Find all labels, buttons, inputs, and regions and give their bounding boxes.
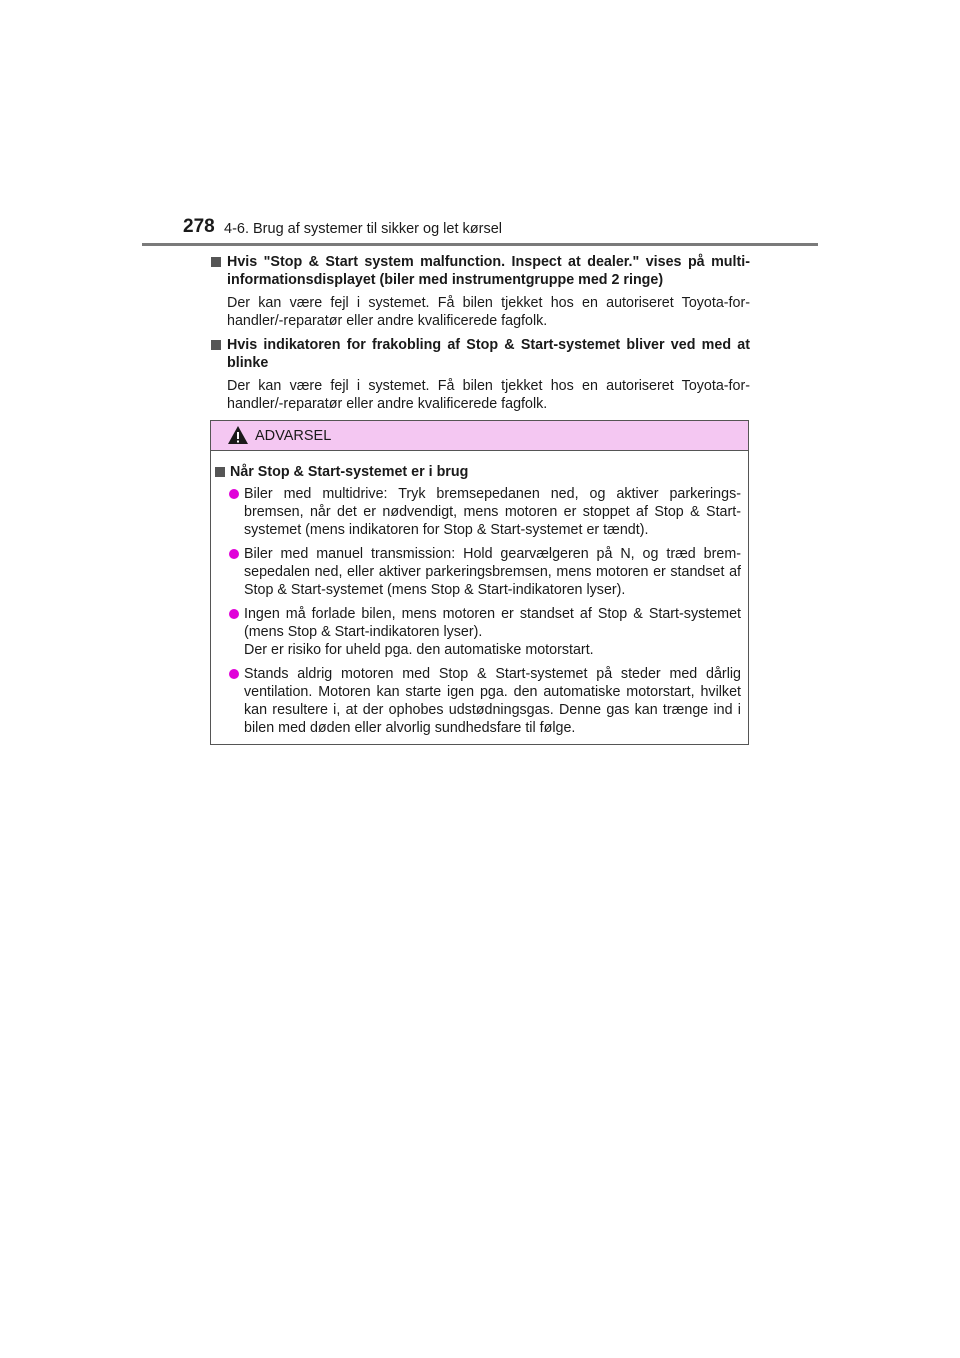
section-heading: Hvis indikatoren for frakobling af Stop & Start-systemet bliver ved med at blinke <box>227 337 750 371</box>
section-heading: Hvis "Stop & Start system malfunction. Inspect at dealer." vises på multi-informationsdisplayet (biler med instrumentgruppe med 2 ringe) <box>227 254 750 288</box>
warning-triangle-icon <box>227 425 249 445</box>
warning-bullet-list <box>215 485 741 737</box>
header-divider <box>142 243 818 246</box>
warning-box <box>210 420 749 745</box>
warning-bullet-item <box>215 605 741 659</box>
warning-heading: Når Stop & Start-systemet er i brug <box>230 464 469 480</box>
page-number: 278 <box>183 216 215 237</box>
chapter-title: 4-6. Brug af systemer til sikker og let kørsel <box>224 221 502 237</box>
main-content <box>210 253 750 419</box>
bullet-text: Biler med multidrive: Tryk bremsepedanen ned, og aktiver parkerings-bremsen, når det er nødvendigt, mens motoren er stoppet af Stop & Start-systemet (mens indikatoren for Stop & Start-systemet er tændt). <box>244 486 741 538</box>
square-bullet-icon <box>215 467 225 477</box>
bullet-dot-icon <box>229 609 239 619</box>
section-body: Der kan være fejl i systemet. Få bilen tjekket hos en autoriseret Toyota-for-handler/-reparatør eller andre kvalificerede fagfolk. <box>227 378 750 412</box>
bullet-dot-icon <box>229 489 239 499</box>
section-malfunction-message <box>210 253 750 330</box>
warning-bullet-item <box>215 485 741 539</box>
square-bullet-icon <box>211 257 221 267</box>
square-bullet-icon <box>211 340 221 350</box>
bullet-dot-icon <box>229 669 239 679</box>
bullet-text: Stands aldrig motoren med Stop & Start-systemet på steder med dårlig ventilation. Motoren kan starte igen pga. den automatiske motorstart, hvilket kan resultere i, at der ophobes udstødningsgas. Denne gas kan trænge ind i bilen med døden eller alvorlig sundhedsfare til følge. <box>244 666 741 736</box>
bullet-text: Der er risiko for uheld pga. den automatiske motorstart. <box>244 642 594 658</box>
warning-body <box>211 451 748 737</box>
bullet-text: Ingen må forlade bilen, mens motoren er standset af Stop & Start-systemet (mens Stop & Start-indikatoren lyser). <box>244 606 741 640</box>
bullet-text: Biler med manuel transmission: Hold gearvælgeren på N, og træd brem-sepedalen ned, eller aktiver parkeringsbremsen, mens motoren er standset af Stop & Start-systemet (mens Stop & Start-indikatoren lyser). <box>244 546 741 598</box>
warning-bullet-item <box>215 545 741 599</box>
section-body: Der kan være fejl i systemet. Få bilen tjekket hos en autoriseret Toyota-for-handler/-reparatør eller andre kvalificerede fagfolk. <box>227 295 750 329</box>
warning-header <box>211 421 748 451</box>
warning-bullet-item <box>215 665 741 737</box>
section-indicator-blinking <box>210 336 750 413</box>
warning-label: ADVARSEL <box>255 428 332 444</box>
bullet-dot-icon <box>229 549 239 559</box>
